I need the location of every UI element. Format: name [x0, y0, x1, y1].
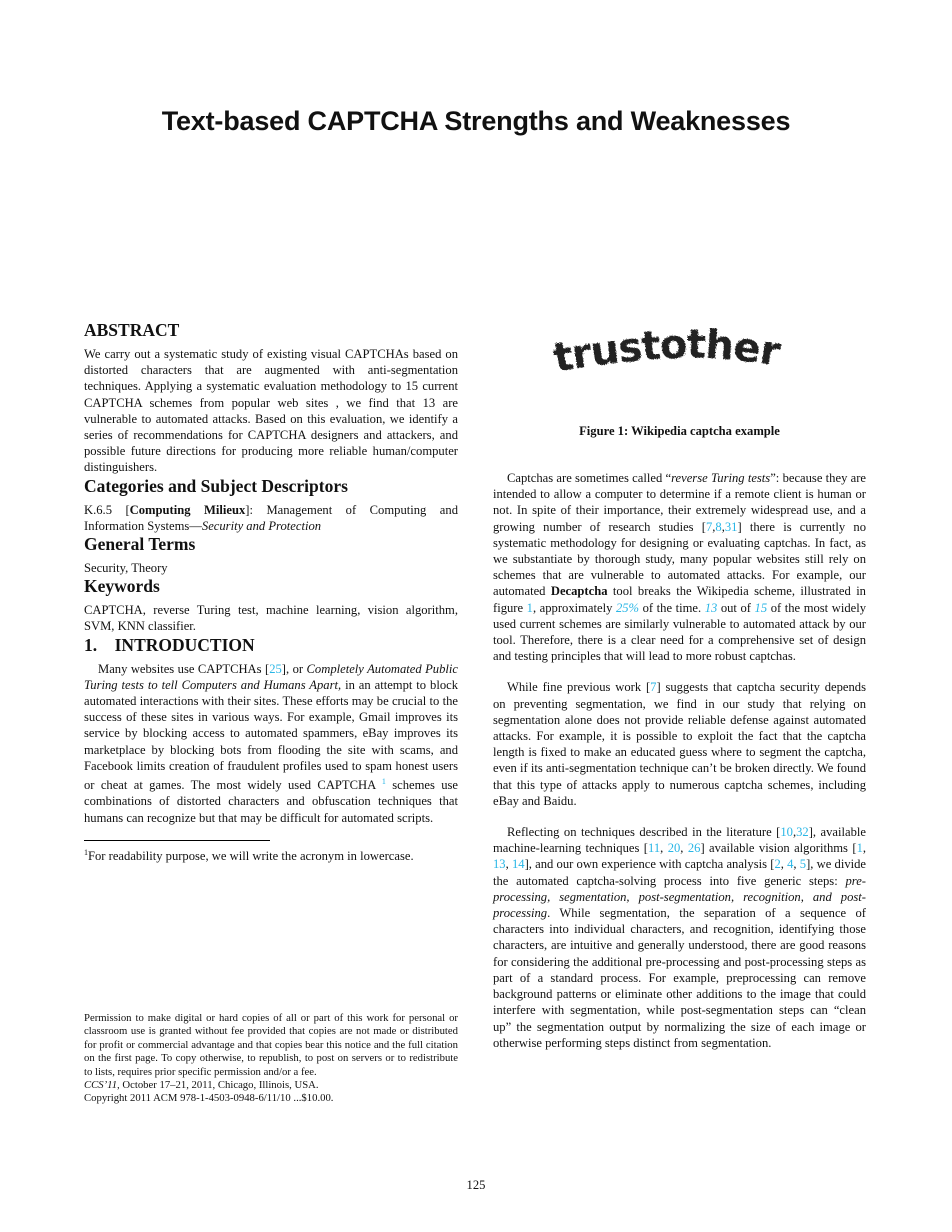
general-terms-text: Security, Theory: [84, 561, 168, 576]
citation-link[interactable]: 13: [493, 857, 506, 872]
right-paragraph-2: While fine previous work [7] suggests that captcha security depends on preventing segmentation, we find in our study that relying on segmentation alone does not provide reliable defense against automated attacks. For example, it is possible to exploit the fact that the captcha length is fixed to make an educated guess where to segment the captcha, even if its anti-segmentation technique can’t be broken directly. We found that this type of attacks apply to numerous captcha schemes, including eBay and Baidu.: [493, 680, 866, 808]
citation-link[interactable]: 4: [787, 857, 794, 872]
citation-link[interactable]: 11: [647, 841, 661, 856]
abstract-text: We carry out a systematic study of existing visual CAPTCHAs based on distorted characters that are augmented with anti-segmentation techniques. Applying a systematic evaluation methodology to 15 current CAPTCHA schemes from popular web sites , we find that 13 are vulnerable to automated attacks. Based on this evaluation, we identify a series of recommendations for CAPTCHA designers and attackers, and possible future directions for producing more reliable human/computer distinguishers.: [84, 347, 458, 475]
footnote-ref[interactable]: 1: [381, 777, 386, 787]
right-column: [493, 470, 866, 1051]
right-paragraph-1: Captchas are sometimes called “reverse Turing tests”: because they are intended to allow a computer to determine if a remote client is human or not. In spite of their importance, their extremely widespread use, and a growing number of research studies [7,8,31] there is currently no systematic methodology for designing or evaluating captchas. In fact, as we substantiate by thorough study, many popular websites still rely on schemes that are vulnerable to automated attacks. For example, our automated Decaptcha tool breaks the Wikipedia scheme, illustrated in figure 1, approximately 25% of the time. 13 out of 15 of the most widely used current schemes are similarly vulnerable to automated attack by our tool. Therefore, there is a clear need for a comprehensive set of design and testing principles that will lead to more robust captchas.: [493, 471, 867, 664]
citation-link[interactable]: 20: [667, 841, 681, 856]
introduction-paragraph: Many websites use CAPTCHAs [25], or Completely Automated Public Turing tests to tell Computers and Humans Apart, in an attempt to block automated interactions with their sites. These efforts may be crucial to the success of these sites in various ways. For example, Gmail improves its service by blocking access to automated spammers, eBay improves its marketplace by blocking bots from flooding the site with scams, and Facebook limits creation of fraudulent profiles used to spam honest users or cheat at games. The most widely used CAPTCHA $^1$ schemes use combinations of distorted characters and obfuscation techniques that humans can recognize but that may be difficult for automated scripts.: [84, 661, 459, 825]
citation-link[interactable]: 7: [705, 519, 713, 534]
figure-link[interactable]: 1: [526, 600, 533, 615]
categories-text: K.6.5 [Computing Milieux]: Management of Computing and Information Systems—Security and Protection: [84, 502, 458, 533]
general-terms-heading: General Terms: [84, 534, 196, 555]
left-column: [84, 320, 458, 864]
keywords-text: CAPTCHA, reverse Turing test, machine learning, vision algorithm, SVM, KNN classifier.: [84, 603, 458, 634]
paper-title: Text-based CAPTCHA Strengths and Weaknesses: [161, 106, 791, 136]
citation-link[interactable]: 32: [796, 825, 809, 840]
right-paragraph-3: Reflecting on techniques described in the literature [10,32], available machine-learning techniques [11, 20, 26] available vision algorithms [1, 13, 14], and our own experience with captcha analysis [2, 4, 5], we divide the automated captcha-solving process into five generic steps: pre-processing, segmentation, post-segmentation, recognition, and post-processing. While segmentation, the separation of a sequence of characters into individual characters, and recognition, identifying those characters, are intuitive and generally understood, there are good reasons for considering the additional pre-processing and post-processing steps as part of a standard process. For example, preprocessing can remove background patterns or eliminate other additions to the image that could interfere with segmentation, while post-segmentation steps can “clean up” the segmentation output by normalizing the size of each image or otherwise performing steps distinct from segmentation.: [493, 825, 867, 1050]
figure-caption: Figure 1: Wikipedia captcha example: [579, 424, 780, 438]
citation-link[interactable]: 7: [650, 680, 657, 695]
citation-link[interactable]: 10: [780, 825, 793, 840]
captcha-text: trustother: [552, 328, 783, 382]
categories-heading: Categories and Subject Descriptors: [84, 475, 348, 496]
keywords-heading: Keywords: [84, 576, 160, 597]
footnote: $^1$For readability purpose, we will write the acronym in lowercase.: [84, 847, 414, 864]
citation-link[interactable]: 8: [715, 519, 722, 534]
footnote-rule: [84, 840, 270, 841]
permission-notice: Permission to make digital or hard copies of all or part of this work for personal or classroom use is granted without fee provided that copies are not made or distributed for profit or commercial advantage and that copies bear this notice and the full citation on the first page. To copy otherwise, to republish, to post on servers or to redistribute to lists, requires prior specific permission and/or a fee. CCS’11, October 17–21, 2011, Chicago, Illinois, USA. Copyright 2011 ACM 978-1-4503-0948-6/11/10 ...$10.00.: [84, 1012, 458, 1105]
captcha-image: [552, 328, 802, 390]
page-number: 125: [466, 1178, 486, 1192]
citation-link[interactable]: 2: [774, 857, 781, 872]
citation-link[interactable]: 14: [511, 857, 525, 872]
citation-link[interactable]: 25: [269, 661, 282, 676]
citation-link[interactable]: 31: [724, 519, 738, 534]
citation-link[interactable]: 1: [856, 841, 863, 856]
citation-link[interactable]: 26: [687, 841, 701, 856]
abstract-heading: ABSTRACT: [84, 320, 180, 340]
introduction-heading: 1. INTRODUCTION: [84, 634, 255, 655]
citation-link[interactable]: 5: [799, 857, 807, 872]
